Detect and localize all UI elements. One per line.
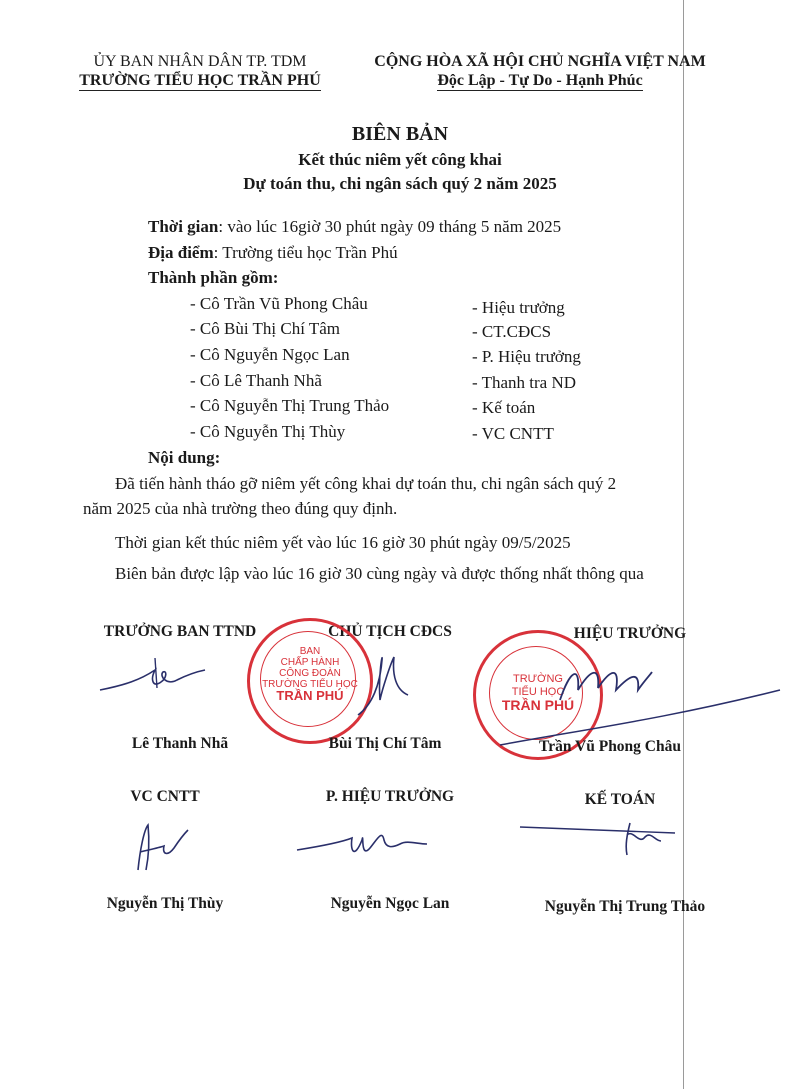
vice-principal-signature (292, 820, 442, 870)
signer-name: Nguyễn Ngọc Lan (330, 895, 450, 912)
document-title: BIÊN BẢN (351, 123, 449, 145)
time-row (148, 217, 561, 237)
member-name: - Cô Lê Thanh Nhã (190, 371, 322, 390)
signer-title: VC CNTT (130, 788, 200, 805)
inspector-signature (95, 650, 215, 710)
signer-title: CHỦ TỊCH CĐCS (328, 623, 452, 640)
time-label: Thời gian (148, 217, 219, 236)
union-chair-signature (352, 645, 422, 725)
document-subtitle-2: Dự toán thu, chi ngân sách quý 2 năm 2025 (243, 174, 557, 193)
national-motto (360, 52, 720, 90)
signer-title: P. HIỆU TRƯỞNG (325, 788, 455, 805)
signer-title: TRƯỞNG BAN TTND (103, 623, 257, 640)
place-label: Địa điểm (148, 243, 214, 262)
school-stamp: TRƯỜNG TIỂU HỌC TRẦN PHÚ (473, 630, 603, 760)
signer-name: Nguyễn Thị Trung Thảo (544, 898, 706, 915)
member-name: - Cô Trần Vũ Phong Châu (190, 294, 368, 313)
member-role: - Kế toán (472, 398, 536, 417)
member-name: - Cô Nguyễn Ngọc Lan (190, 345, 350, 364)
member-role: - P. Hiệu trưởng (472, 347, 581, 366)
content-para1-line1: Đã tiến hành tháo gỡ niêm yết công khai dự toán thu, chi ngân sách quý 2 (115, 474, 617, 493)
content-para3: Biên bản được lập vào lúc 16 giờ 30 cùng ngày và được thống nhất thông qua (115, 564, 644, 583)
signer-name: Bùi Thị Chí Tâm (328, 735, 442, 752)
motto-line (360, 71, 720, 90)
content-para2: Thời gian kết thúc niêm yết vào lúc 16 giờ 30 phút ngày 09/5/2025 (115, 533, 571, 552)
school-name-text: TRƯỜNG TIỂU HỌC TRẦN PHÚ (79, 72, 321, 89)
document-subtitle-1: Kết thúc niêm yết công khai (298, 150, 502, 169)
content-label: Nội dung: (148, 448, 221, 467)
content-para1-line2: năm 2025 của nhà trường theo đúng quy định. (83, 499, 398, 518)
agency-line-1: ỦY BAN NHÂN DÂN TP. TDM (93, 53, 307, 70)
signer-name: Lê Thanh Nhã (131, 735, 229, 752)
motto-text: Độc Lập - Tự Do - Hạnh Phúc (437, 72, 643, 89)
members-label: Thành phần gồm: (148, 268, 279, 287)
union-stamp: BAN CHẤP HÀNH CÔNG ĐOÀN TRƯỜNG TIỂU HỌC TRẦN PHÚ (247, 618, 373, 744)
signer-name: Nguyễn Thị Thùy (106, 895, 224, 912)
it-officer-signature (118, 820, 208, 880)
place-value: : Trường tiểu học Trần Phú (213, 243, 398, 262)
time-value: : vào lúc 16giờ 30 phút ngày 09 tháng 5 năm 2025 (218, 217, 562, 236)
signer-title: HIỆU TRƯỞNG (573, 625, 687, 642)
member-name: - Cô Bùi Thị Chí Tâm (190, 319, 341, 338)
member-role: - CT.CĐCS (472, 322, 552, 341)
member-role: - VC CNTT (472, 424, 554, 443)
nation-name: CỘNG HÒA XÃ HỘI CHỦ NGHĨA VIỆT NAM (374, 53, 706, 70)
signer-title: KẾ TOÁN (584, 791, 656, 808)
member-role: - Thanh tra ND (472, 373, 577, 392)
accountant-signature (515, 815, 685, 865)
agency-name (60, 52, 340, 90)
school-name (60, 71, 340, 90)
signer-name: Trần Vũ Phong Châu (539, 738, 681, 755)
member-role: - Hiệu trưởng (472, 298, 565, 317)
place-row (148, 243, 398, 263)
member-name: - Cô Nguyễn Thị Thùy (190, 422, 346, 441)
member-name: - Cô Nguyễn Thị Trung Thảo (190, 396, 390, 415)
